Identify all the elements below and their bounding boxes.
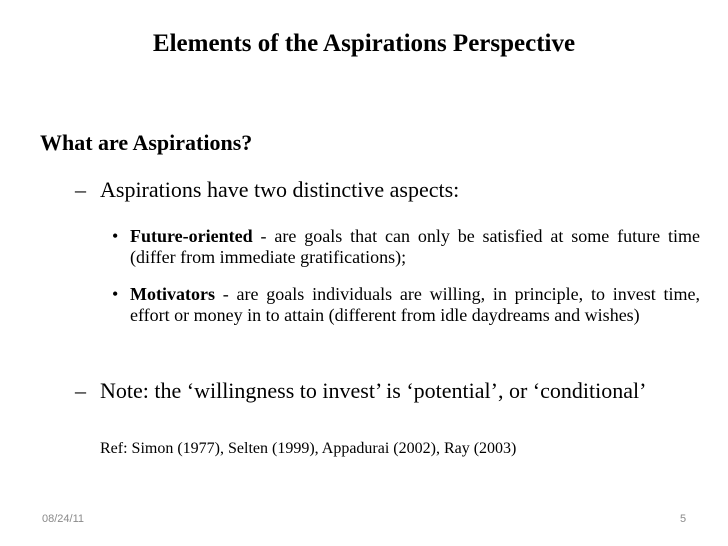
- page-number: 5: [680, 513, 687, 525]
- dash-marker: –: [75, 378, 86, 403]
- aspect-term: Future-oriented: [130, 226, 253, 246]
- bullet-icon: •: [112, 284, 119, 304]
- section-heading: What are Aspirations?: [40, 130, 253, 155]
- bullet-icon: •: [112, 226, 119, 246]
- aspect-description: - are goals individuals are willing, in principle, to invest time, effort or money in to attain (different from idle daydreams and wishes): [130, 284, 700, 325]
- note-point: [75, 378, 700, 404]
- slide-title: Elements of the Aspirations Perspective: [152, 30, 576, 57]
- aspect-text: [130, 284, 700, 326]
- dash-marker: –: [75, 177, 86, 202]
- reference-line: Ref: Simon (1977), Selten (1999), Appadurai (2002), Ray (2003): [100, 440, 517, 457]
- aspect-description: - are goals that can only be satisfied at some future time (differ from immediate gratifications);: [130, 226, 700, 267]
- aspect-term: Motivators: [130, 284, 215, 304]
- aspect-item-future-oriented: [112, 226, 700, 268]
- main-point: [75, 177, 700, 203]
- main-point-text: Aspirations have two distinctive aspects:: [100, 177, 460, 202]
- note-text: Note: the ‘willingness to invest’ is ‘potential’, or ‘conditional’: [100, 378, 647, 403]
- aspect-text: [130, 226, 700, 268]
- footer-date: 08/24/11: [42, 513, 85, 525]
- aspect-item-motivators: [112, 284, 700, 326]
